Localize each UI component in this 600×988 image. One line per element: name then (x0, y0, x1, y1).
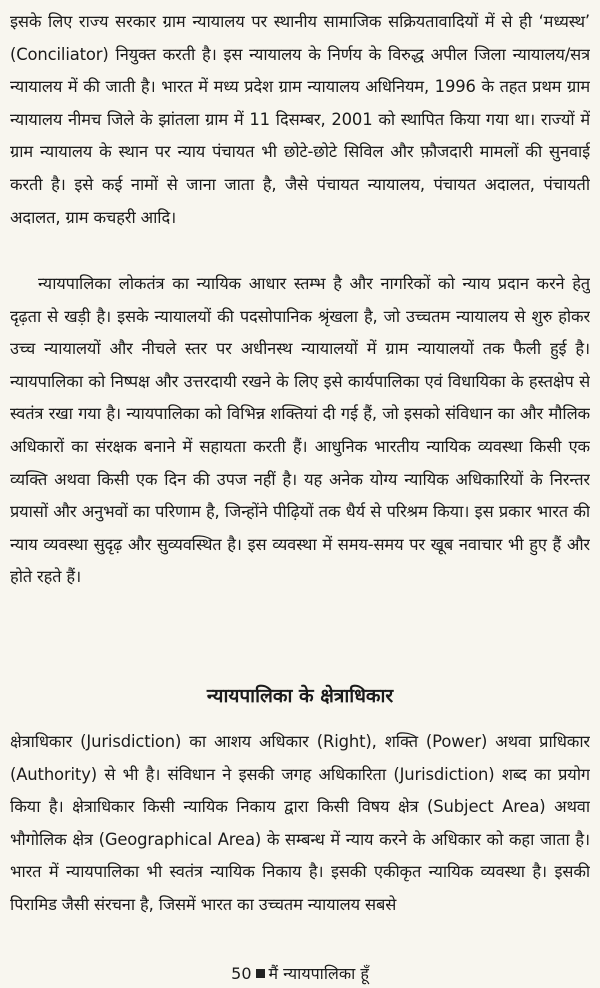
paragraph-judiciary: न्यायपालिका लोकतंत्र का न्यायिक आधार स्तम्भ है और नागरिकों को न्याय प्रदान करने हेतु दृढ़ता से खड़ी है। इसके न्यायालयों की पदसोपानिक श्रृंखला है, जो उच्चतम न्यायालय से शुरु होकर उच्च न्यायालयों और नीचले स्तर पर अधीनस्थ न्यायालयों में ग्राम न्यायालयों तक फैली हुई है। न्यायपालिका को निष्पक्ष और उत्तरदायी रखने के लिए इसे कार्यपालिका एवं विधायिका के हस्तक्षेप से स्वतंत्र रखा गया है। न्यायपालिका को विभिन्न शक्तियां दी गई हैं, जो इसको संविधान का और मौलिक अधिकारों का संरक्षक बनाने में सहायता करती हैं। आधुनिक भारतीय न्यायिक व्यवस्था किसी एक व्यक्ति अथवा किसी एक दिन की उपज नहीं है। यह अनेक योग्य न्यायिक अधिकारियों के निरन्तर प्रयासों और अनुभवों का परिणाम है, जिन्होंने पीढ़ियों तक धैर्य से परिश्रम किया। इस प्रकार भारत की न्याय व्यवस्था सुदृढ़ और सुव्यवस्थित है। इस व्यवस्था में समय-समय पर खूब नवाचार भी हुए हैं और होते रहते हैं। (10, 274, 590, 587)
book-title: मैं न्यायपालिका हूँ (268, 964, 369, 983)
section-heading: न्यायपालिका के क्षेत्राधिकार (206, 685, 394, 707)
paragraph-gram-nyayalaya: इसके लिए राज्य सरकार ग्राम न्यायालय पर स्थानीय सामाजिक सक्रियतावादियों में से ही ‘मध्यस्थ’ (Conciliator) नियुक्त करती है। इस न्यायालय के निर्णय के विरुद्ध अपील जिला न्यायालय/सत्र न्यायालय में की जाती है। भारत में मध्य प्रदेश ग्राम न्यायालय अधिनियम, 1996 के तहत प्रथम ग्राम न्यायालय नीमच जिले के झांतला ग्राम में 11 दिसम्बर, 2001 को स्थापित किया गया था। राज्यों में ग्राम न्यायालय के स्थान पर न्याय पंचायत भी छोटे-छोटे सिविल और फ़ौजदारी मामलों की सुनवाई करती है। इसे कई नामों से जाना जाता है, जैसे पंचायत न्यायालय, पंचायत अदालत, पंचायती अदालत, ग्राम कचहरी आदि। (10, 12, 590, 227)
page-footer (0, 962, 600, 986)
page-number: 50 (231, 964, 252, 983)
square-bullet-icon (256, 969, 265, 978)
paragraph-jurisdiction: क्षेत्राधिकार (Jurisdiction) का आशय अधिकार (Right), शक्ति (Power) अथवा प्राधिकार (Authority) से भी है। संविधान ने इसकी जगह अधिकारिता (Jurisdiction) शब्द का प्रयोग किया है। क्षेत्राधिकार किसी न्यायिक निकाय द्वारा किसी विषय क्षेत्र (Subject Area) अथवा भौगोलिक क्षेत्र (Geographical Area) के सम्बन्ध में न्याय करने के अधिकार को कहा जाता है। भारत में न्यायपालिका भी स्वतंत्र न्यायिक निकाय है। इसकी एकीकृत न्यायिक व्यवस्था है। इसकी पिरामिड जैसी संरचना है, जिसमें भारत का उच्चतम न्यायालय सबसे (10, 732, 590, 914)
